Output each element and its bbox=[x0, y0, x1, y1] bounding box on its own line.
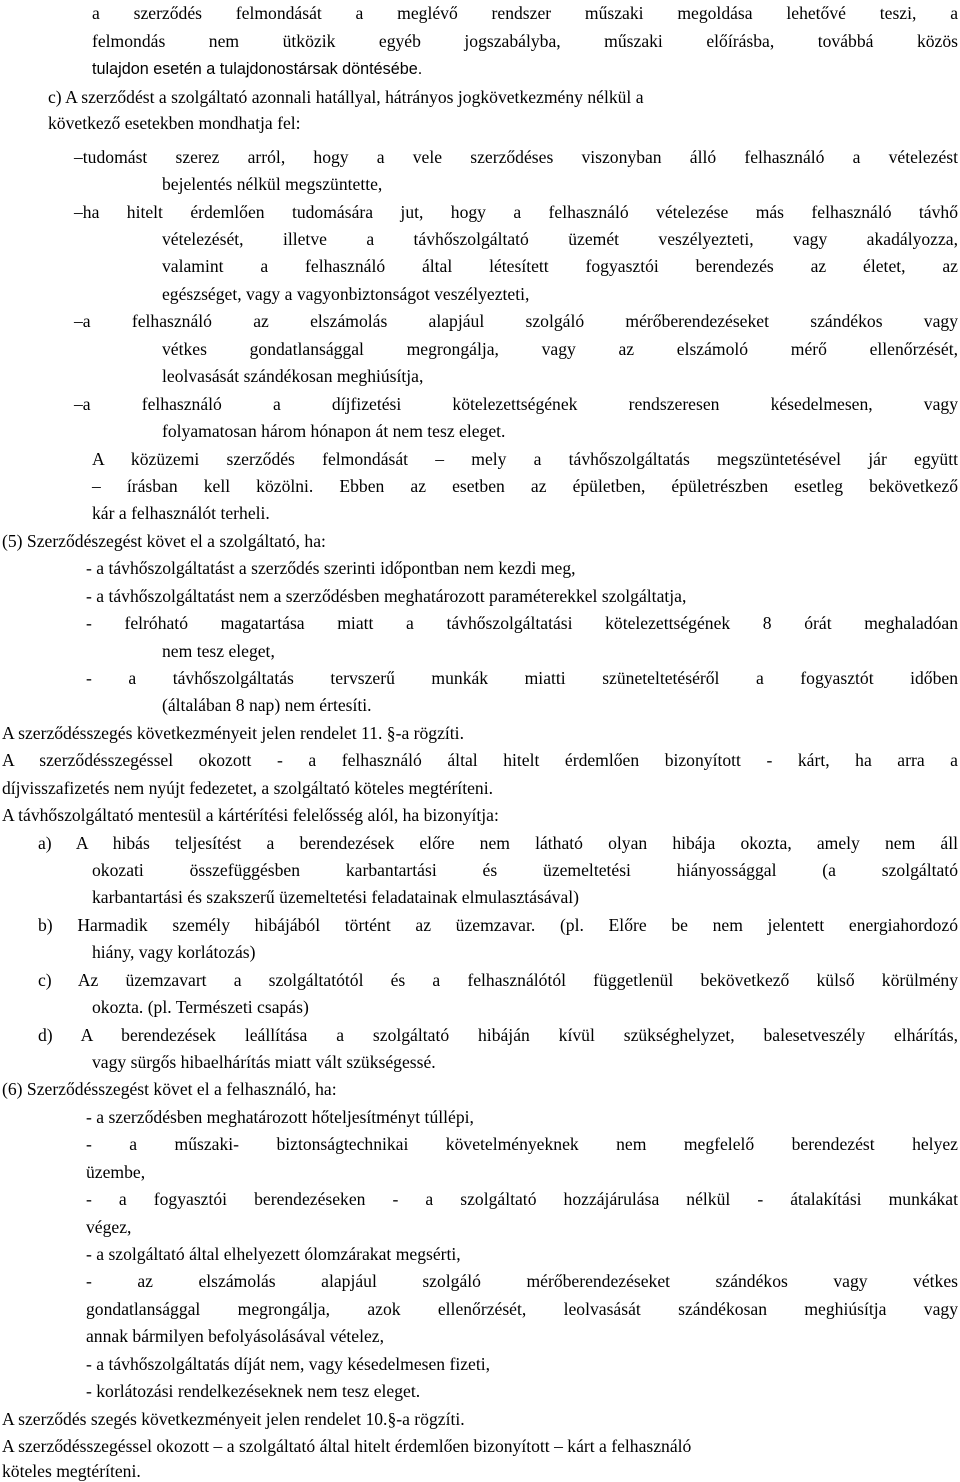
text-line: egészséget, vagy a vagyonbiztonságot veszélyezteti, bbox=[162, 284, 530, 304]
text-line: nem tesz eleget, bbox=[162, 641, 275, 661]
text-line: leolvasását szándékosan meghiúsítja, bbox=[162, 366, 424, 386]
text-line: bejelentés nélkül megszüntette, bbox=[162, 174, 383, 194]
text-line: karbantartási és szakszerű üzemeltetési feladatainak elmulasztásával) bbox=[92, 887, 580, 907]
text-line: –tudomást szerez arról, hogy a vele szerződéses viszonyban álló felhasználó a vételezést bbox=[74, 147, 958, 167]
list-item: d) A berendezések leállítása a szolgáltató hibáján kívül szükséghelyzet, balesetveszély elhárítás, bbox=[38, 1025, 958, 1045]
text-line: díjvisszafizetés nem nyújt fedezetet, a szolgáltató köteles megtéríteni. bbox=[2, 778, 493, 798]
text-line: tulajdon esetén a tulajdonostársak döntésébe. bbox=[92, 60, 423, 78]
text-line: kár a felhasználót terheli. bbox=[92, 503, 270, 523]
list-item: - a fogyasztói berendezéseken - a szolgáltató hozzájárulása nélkül - átalakítási munkákat bbox=[86, 1189, 958, 1209]
list-item: - a szerződésben meghatározott hőteljesítményt túllépi, bbox=[86, 1107, 474, 1127]
text-line: annak bármilyen befolyásolásával vételez, bbox=[86, 1326, 384, 1346]
list-item: - a távhőszolgáltatást nem a szerződésben meghatározott paraméterekkel szolgáltatja, bbox=[86, 586, 687, 606]
text-line: köteles megtéríteni. bbox=[2, 1461, 141, 1481]
list-item: - az elszámolás alapjául szolgáló mérőberendezéseket szándékos vagy vétkes bbox=[86, 1271, 958, 1291]
list-item: - a távhőszolgáltatás tervszerű munkák miatti szüneteltetéséről a fogyasztót időben bbox=[86, 668, 958, 688]
list-item: c) Az üzemzavart a szolgáltatótól és a felhasználótól függetlenül bekövetkező külső körülmény bbox=[38, 970, 958, 990]
text-line: okozta. (pl. Természeti csapás) bbox=[92, 997, 309, 1017]
text-line: üzembe, bbox=[86, 1162, 146, 1182]
text-line: végez, bbox=[86, 1217, 132, 1237]
text-line: A szerződésszegés következményeit jelen rendelet 11. §-a rögzíti. bbox=[2, 723, 464, 743]
text-line: gondatlansággal megrongálja, azok ellenőrzését, leolvasását szándékosan meghiúsítja vagy bbox=[86, 1299, 958, 1319]
list-item: - a távhőszolgáltatás díját nem, vagy késedelmesen fizeti, bbox=[86, 1354, 491, 1374]
text-line: vételezését, illetve a távhőszolgáltató üzemét veszélyezteti, vagy akadályozza, bbox=[162, 229, 958, 249]
text-line: hiány, vagy korlátozás) bbox=[92, 942, 256, 962]
text-line: felmondás nem ütközik egyéb jogszabályba, műszaki előírásba, továbbá közös bbox=[92, 31, 958, 51]
text-line: A távhőszolgáltató mentesül a kártérítési felelősség alól, ha bizonyítja: bbox=[2, 805, 499, 825]
text-line: folyamatosan három hónapon át nem tesz eleget. bbox=[162, 421, 506, 441]
text-line: c) A szerződést a szolgáltató azonnali hatállyal, hátrányos jogkövetkezmény nélkül a bbox=[48, 87, 644, 107]
text-line: (általában 8 nap) nem értesíti. bbox=[162, 695, 372, 715]
list-item: b) Harmadik személy hibájából történt az üzemzavar. (pl. Előre be nem jelentett energiahordozó bbox=[38, 915, 958, 935]
text-line: –ha hitelt érdemlően tudomására jut, hogy a felhasználó vételezése más felhasználó távhő bbox=[74, 202, 958, 222]
list-item: - korlátozási rendelkezéseknek nem tesz eleget. bbox=[86, 1381, 421, 1401]
list-item: - a műszaki- biztonságtechnikai követelményeknek nem megfelelő berendezést helyez bbox=[86, 1134, 958, 1154]
list-item: - felróható magatartása miatt a távhőszolgáltatási kötelezettségének 8 órát meghaladóan bbox=[86, 613, 958, 633]
text-line: –a felhasználó az elszámolás alapjául szolgáló mérőberendezéseket szándékos vagy bbox=[74, 311, 958, 331]
text-line: vagy sürgős hibaelhárítás miatt vált szükségessé. bbox=[92, 1052, 436, 1072]
text-line: A közüzemi szerződés felmondását – mely a távhőszolgáltatás megszüntetésével jár együtt bbox=[92, 449, 958, 469]
list-item: - a távhőszolgáltatást a szerződés szerinti időpontban nem kezdi meg, bbox=[86, 558, 576, 578]
list-item: - a szolgáltató által elhelyezett ólomzárakat megsérti, bbox=[86, 1244, 461, 1264]
text-line: a szerződés felmondását a meglévő rendszer műszaki megoldása lehetővé teszi, a bbox=[92, 3, 958, 23]
text-line: A szerződés szegés következményeit jelen rendelet 10.§-a rögzíti. bbox=[2, 1409, 465, 1429]
text-line: A szerződésszegéssel okozott - a felhasználó által hitelt érdemlően bizonyított - kárt, ha arra a bbox=[2, 750, 958, 770]
text-line: –a felhasználó a díjfizetési kötelezettségének rendszeresen késedelmesen, vagy bbox=[74, 394, 958, 414]
text-line: – írásban kell közölni. Ebben az esetben az épületben, épületrészben esetleg bekövetkező bbox=[92, 476, 958, 496]
list-item: a) A hibás teljesítést a berendezések előre nem látható olyan hibája okozta, amely nem áll bbox=[38, 833, 958, 853]
text-line: következő esetekben mondhatja fel: bbox=[48, 113, 301, 133]
section-heading: (5) Szerződészegést követ el a szolgáltató, ha: bbox=[2, 531, 326, 551]
section-heading: (6) Szerződésszegést követ el a felhasználó, ha: bbox=[2, 1079, 337, 1099]
text-line: A szerződésszegéssel okozott – a szolgáltató által hitelt érdemlően bizonyított – kárt a felhasználó bbox=[2, 1436, 692, 1456]
text-line: vétkes gondatlansággal megrongálja, vagy az elszámoló mérő ellenőrzését, bbox=[162, 339, 958, 359]
text-line: okozati összefüggésben karbantartási és üzemeltetési hiányossággal (a szolgáltató bbox=[92, 860, 958, 880]
text-line: valamint a felhasználó által létesített fogyasztói berendezés az életet, az bbox=[162, 256, 958, 276]
